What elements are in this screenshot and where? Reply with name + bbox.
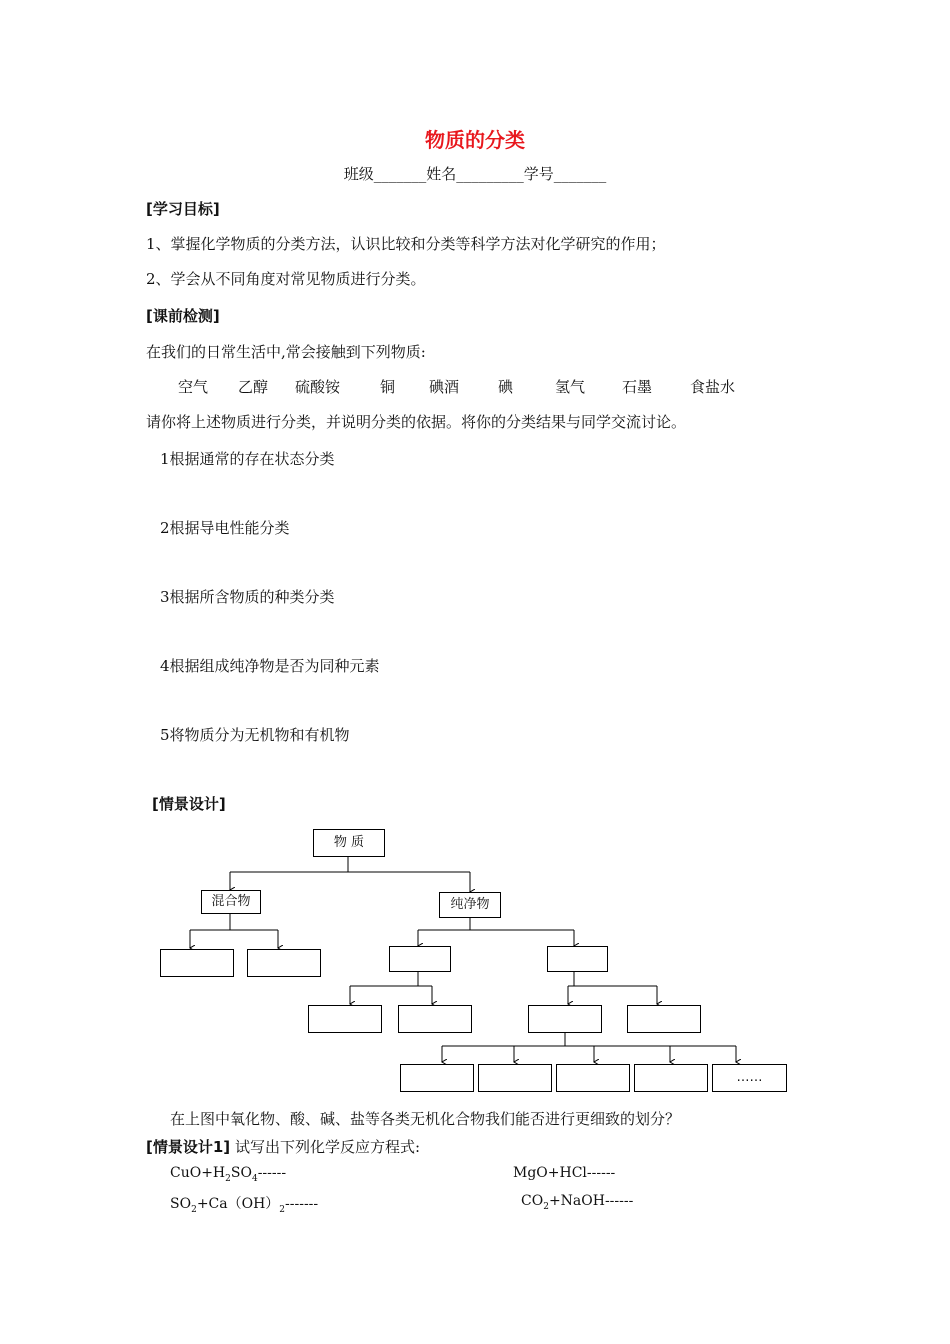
objective-item: 2、学会从不同角度对常见物质进行分类。 bbox=[146, 270, 426, 288]
tree-blank-box bbox=[627, 1005, 701, 1033]
tree-root-box: 物 质 bbox=[313, 829, 385, 857]
tree-blank-box bbox=[478, 1064, 552, 1092]
scenario-question: 在上图中氧化物、酸、碱、盐等各类无机化合物我们能否进行更细致的划分？ bbox=[170, 1110, 681, 1128]
tree-blank-box bbox=[308, 1005, 382, 1033]
substance-item: 石墨 bbox=[622, 378, 653, 396]
task-item: 2根据导电性能分类 bbox=[160, 519, 290, 537]
equation-2: MgO+HCl------ bbox=[513, 1165, 616, 1181]
tree-pure-box: 纯净物 bbox=[439, 892, 501, 918]
objectives-heading: [学习目标] bbox=[146, 200, 220, 218]
equation-1: $CuO+H_2SO_4------$ bbox=[170, 1165, 287, 1184]
objective-item: 1、掌握化学物质的分类方法，认识比较和分类等科学方法对化学研究的作用； bbox=[146, 235, 666, 253]
substance-item: 碘酒 bbox=[429, 378, 460, 396]
page-title: 物质的分类 bbox=[425, 128, 525, 152]
equation-3: $SO_2+Ca(OH)_2-------$ bbox=[170, 1196, 319, 1215]
tree-ellipsis-box: …… bbox=[712, 1064, 787, 1092]
task-item: 5将物质分为无机物和有机物 bbox=[160, 726, 350, 744]
tree-blank-box bbox=[528, 1005, 602, 1033]
tree-blank-box bbox=[389, 946, 451, 972]
scenario1-prompt: 试写出下列化学反应方程式: bbox=[234, 1138, 420, 1156]
task-item: 1根据通常的存在状态分类 bbox=[160, 450, 335, 468]
tree-blank-box bbox=[547, 946, 608, 972]
tree-blank-box bbox=[247, 949, 321, 977]
precheck-heading: [课前检测] bbox=[146, 307, 220, 325]
scenario-heading: [情景设计] bbox=[152, 795, 226, 813]
tree-blank-box bbox=[400, 1064, 474, 1092]
scenario1-heading: [情景设计1] bbox=[146, 1138, 231, 1156]
student-info-line: 班级_______姓名_________学号_______ bbox=[343, 165, 607, 183]
substance-item: 碘 bbox=[498, 378, 514, 396]
tree-blank-box bbox=[398, 1005, 472, 1033]
tree-blank-box bbox=[634, 1064, 708, 1092]
precheck-instruction: 请你将上述物质进行分类，并说明分类的依据。将你的分类结果与同学交流讨论。 bbox=[146, 413, 687, 431]
substance-item: 乙醇 bbox=[238, 378, 269, 396]
substance-item: 硫酸铵 bbox=[295, 378, 341, 396]
substance-item: 铜 bbox=[380, 378, 396, 396]
substance-item: 氢气 bbox=[555, 378, 586, 396]
substance-item: 食盐水 bbox=[690, 378, 736, 396]
task-item: 3根据所含物质的种类分类 bbox=[160, 588, 335, 606]
task-item: 4根据组成纯净物是否为同种元素 bbox=[160, 657, 380, 675]
tree-blank-box bbox=[160, 949, 234, 977]
tree-blank-box bbox=[556, 1064, 630, 1092]
precheck-intro: 在我们的日常生活中,常会接触到下列物质: bbox=[146, 343, 426, 361]
scenario1-line bbox=[146, 1136, 420, 1157]
equation-4: $CO_2+NaOH------$ bbox=[521, 1193, 634, 1212]
substance-item: 空气 bbox=[178, 378, 209, 396]
tree-mixture-box: 混合物 bbox=[201, 890, 261, 914]
